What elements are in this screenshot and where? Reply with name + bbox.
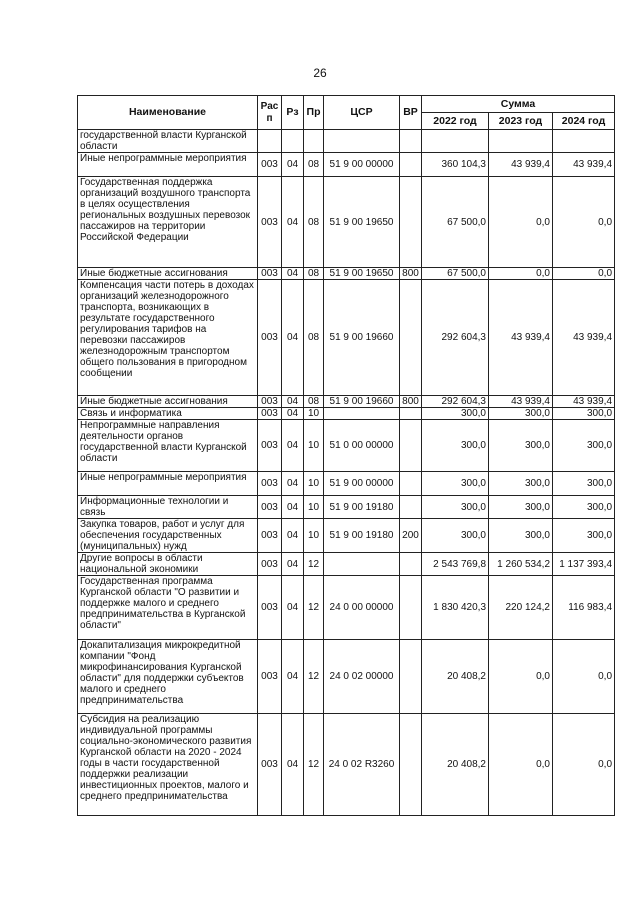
cell-2023: 300,0 [489,420,553,472]
cell-rz: 04 [282,153,304,177]
cell-2023: 0,0 [489,640,553,714]
cell-rz: 04 [282,268,304,280]
cell-name: Государственная программа Курганской области "О развитии и поддержке малого и среднего предпринимательства в Курганской области" [78,576,258,640]
cell-vr [400,496,422,519]
cell-2022 [422,130,489,153]
table-row [78,496,615,519]
table-row [78,130,615,153]
cell-csr: 51 9 00 00000 [324,153,400,177]
cell-csr: 51 9 00 19650 [324,177,400,268]
cell-vr [400,153,422,177]
cell-2022: 300,0 [422,519,489,553]
cell-pr: 10 [304,420,324,472]
cell-2022: 67 500,0 [422,177,489,268]
cell-rz: 04 [282,472,304,496]
header-year-2023: 2023 год [489,113,553,130]
cell-csr: 24 0 02 R3260 [324,714,400,816]
cell-2023: 300,0 [489,496,553,519]
cell-rasp [258,130,282,153]
cell-2022: 20 408,2 [422,714,489,816]
cell-2024: 300,0 [553,472,615,496]
cell-rasp: 003 [258,396,282,408]
cell-csr: 51 0 00 00000 [324,420,400,472]
header-sum: Сумма [422,96,615,113]
cell-2022: 67 500,0 [422,268,489,280]
cell-rasp: 003 [258,553,282,576]
cell-2024: 0,0 [553,177,615,268]
cell-vr [400,280,422,396]
cell-name: Другие вопросы в области национальной экономики [78,553,258,576]
table-row [78,396,615,408]
cell-pr: 10 [304,519,324,553]
cell-pr: 12 [304,553,324,576]
cell-2022: 20 408,2 [422,640,489,714]
cell-rasp: 003 [258,519,282,553]
cell-csr: 51 9 00 19180 [324,519,400,553]
cell-rz [282,130,304,153]
cell-name: Субсидия на реализацию индивидуальной программы социально-экономического развития Курганской области на 2020 - 2024 годы в части государственной поддержки реализации инвестиционных проектов, малого и среднего предпринимательства [78,714,258,816]
cell-pr [304,130,324,153]
cell-csr [324,408,400,420]
cell-2022: 300,0 [422,496,489,519]
table-row [78,153,615,177]
cell-2024: 300,0 [553,420,615,472]
cell-vr [400,177,422,268]
cell-2024: 1 137 393,4 [553,553,615,576]
cell-csr: 51 9 00 00000 [324,472,400,496]
cell-2023: 43 939,4 [489,396,553,408]
table-row [78,553,615,576]
cell-rz: 04 [282,280,304,396]
cell-2023: 0,0 [489,714,553,816]
cell-vr [400,553,422,576]
cell-rz: 04 [282,408,304,420]
cell-csr: 51 9 00 19660 [324,396,400,408]
cell-pr: 12 [304,576,324,640]
table-row [78,576,615,640]
cell-2023: 300,0 [489,519,553,553]
cell-2023 [489,130,553,153]
header-name: Наименование [78,96,258,130]
cell-2024: 0,0 [553,268,615,280]
table-row [78,408,615,420]
cell-2022: 1 830 420,3 [422,576,489,640]
cell-rasp: 003 [258,640,282,714]
cell-2024: 0,0 [553,640,615,714]
cell-2024 [553,130,615,153]
table-row [78,177,615,268]
header-year-2024: 2024 год [553,113,615,130]
cell-name: Закупка товаров, работ и услуг для обеспечения государственных (муниципальных) нужд [78,519,258,553]
cell-pr: 08 [304,268,324,280]
cell-2023: 43 939,4 [489,153,553,177]
cell-vr [400,420,422,472]
cell-rz: 04 [282,496,304,519]
cell-csr [324,130,400,153]
cell-2024: 0,0 [553,714,615,816]
cell-vr [400,472,422,496]
header-rz: Рз [282,96,304,130]
table-row [78,714,615,816]
header-csr: ЦСР [324,96,400,130]
cell-pr: 10 [304,472,324,496]
table-row [78,280,615,396]
cell-rasp: 003 [258,268,282,280]
cell-2023: 43 939,4 [489,280,553,396]
cell-pr: 10 [304,496,324,519]
cell-pr: 08 [304,280,324,396]
cell-name: Компенсация части потерь в доходах организаций железнодорожного транспорта, возникающих в результате государственного регулирования тарифов на перевозки пассажиров железнодорожным транспортом общего пользования в пригородном сообщении [78,280,258,396]
cell-2022: 2 543 769,8 [422,553,489,576]
table-header [78,96,615,130]
cell-2024: 300,0 [553,519,615,553]
cell-rasp: 003 [258,496,282,519]
cell-vr [400,714,422,816]
cell-name: Иные бюджетные ассигнования [78,396,258,408]
cell-2024: 300,0 [553,408,615,420]
cell-2024: 300,0 [553,496,615,519]
cell-rz: 04 [282,553,304,576]
page-number: 26 [313,66,327,80]
cell-name: Связь и информатика [78,408,258,420]
cell-name: Иные непрограммные мероприятия [78,472,258,496]
cell-rz: 04 [282,177,304,268]
header-vr: ВР [400,96,422,130]
cell-csr: 51 9 00 19180 [324,496,400,519]
cell-pr: 08 [304,177,324,268]
cell-rasp: 003 [258,280,282,396]
cell-vr [400,408,422,420]
budget-table [77,95,615,816]
cell-rasp: 003 [258,576,282,640]
cell-2024: 43 939,4 [553,396,615,408]
cell-2024: 116 983,4 [553,576,615,640]
cell-rz: 04 [282,640,304,714]
cell-2022: 300,0 [422,408,489,420]
table-row [78,472,615,496]
cell-vr [400,576,422,640]
cell-2022: 360 104,3 [422,153,489,177]
cell-vr [400,640,422,714]
cell-rz: 04 [282,420,304,472]
cell-rasp: 003 [258,408,282,420]
cell-csr: 51 9 00 19650 [324,268,400,280]
cell-rz: 04 [282,714,304,816]
cell-pr: 10 [304,408,324,420]
cell-2023: 0,0 [489,268,553,280]
cell-2023: 220 124,2 [489,576,553,640]
cell-rasp: 003 [258,420,282,472]
cell-2023: 1 260 534,2 [489,553,553,576]
cell-rasp: 003 [258,714,282,816]
cell-name: государственной власти Курганской области [78,130,258,153]
cell-2023: 0,0 [489,177,553,268]
cell-vr: 800 [400,268,422,280]
table-row [78,640,615,714]
cell-rasp: 003 [258,177,282,268]
cell-rz: 04 [282,519,304,553]
header-pr: Пр [304,96,324,130]
cell-name: Информационные технологии и связь [78,496,258,519]
cell-pr: 12 [304,714,324,816]
cell-name: Непрограммные направления деятельности органов государственной власти Курганской области [78,420,258,472]
header-rasp: Рас п [258,96,282,130]
cell-2023: 300,0 [489,408,553,420]
cell-2022: 292 604,3 [422,396,489,408]
cell-csr: 51 9 00 19660 [324,280,400,396]
cell-2022: 300,0 [422,420,489,472]
cell-vr: 200 [400,519,422,553]
cell-name: Докапитализация микрокредитной компании "Фонд микрофинансирования Курганской области" для поддержки субъектов малого и среднего предпринимательства [78,640,258,714]
cell-vr [400,130,422,153]
cell-rz: 04 [282,576,304,640]
cell-name: Иные бюджетные ассигнования [78,268,258,280]
cell-csr: 24 0 00 00000 [324,576,400,640]
table-row [78,519,615,553]
cell-pr: 12 [304,640,324,714]
cell-2024: 43 939,4 [553,280,615,396]
table-row [78,420,615,472]
cell-2023: 300,0 [489,472,553,496]
table-row [78,268,615,280]
cell-2022: 292 604,3 [422,280,489,396]
cell-csr: 24 0 02 00000 [324,640,400,714]
cell-name: Государственная поддержка организаций воздушного транспорта в целях осуществления региональных воздушных перевозок пассажиров на территории Российской Федерации [78,177,258,268]
cell-pr: 08 [304,153,324,177]
cell-rasp: 003 [258,472,282,496]
cell-2024: 43 939,4 [553,153,615,177]
cell-rasp: 003 [258,153,282,177]
cell-vr: 800 [400,396,422,408]
cell-csr [324,553,400,576]
cell-pr: 08 [304,396,324,408]
header-year-2022: 2022 год [422,113,489,130]
table-body [78,130,615,816]
cell-name: Иные непрограммные мероприятия [78,153,258,177]
cell-2022: 300,0 [422,472,489,496]
cell-rz: 04 [282,396,304,408]
